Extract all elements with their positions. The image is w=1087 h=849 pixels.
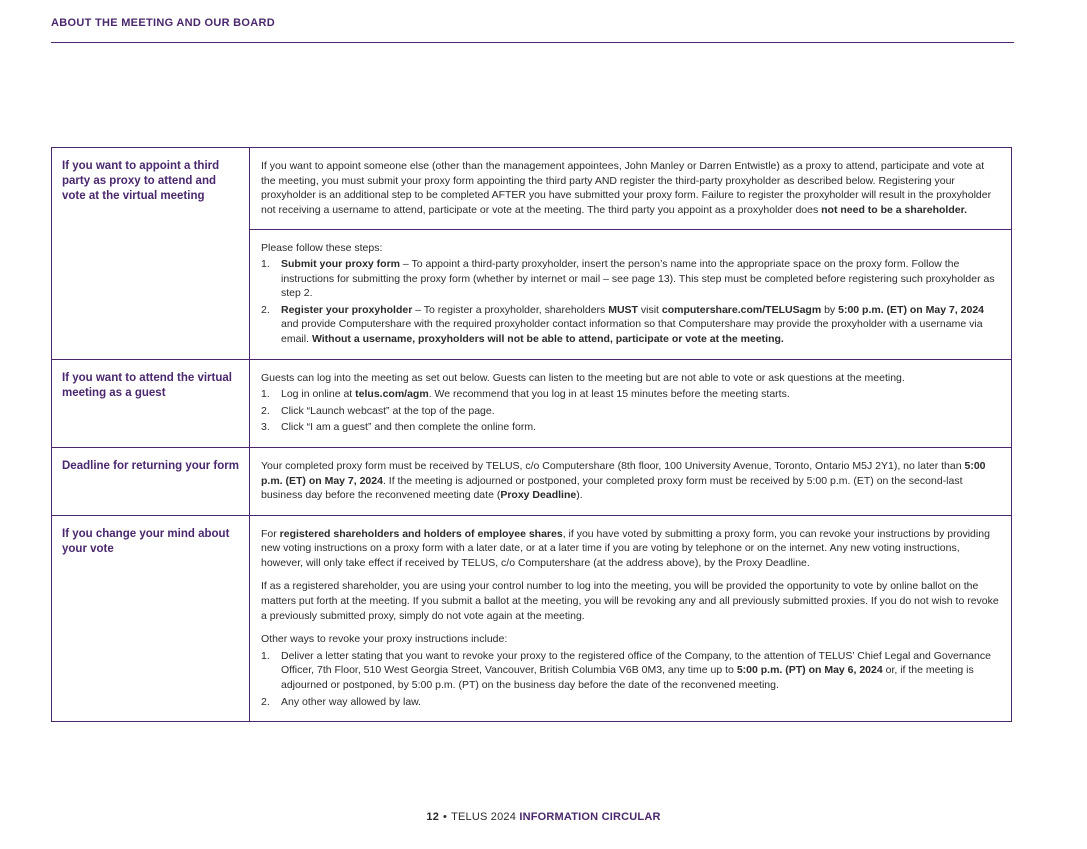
row-body-deadline: [250, 448, 1011, 515]
guest-step-1-a: Log in online at: [281, 388, 356, 401]
step-1-title: Submit your proxy form: [281, 257, 401, 270]
deadline-text-a: Your completed proxy form must be received by TELUS, c/o Computershare (8th floor, 100 University Avenue, Toronto, Ontario M5J 2Y1), no later than: [261, 459, 965, 472]
step-2-title: Register your proxyholder: [281, 303, 413, 316]
page-number: 12: [426, 811, 440, 823]
list-item: [261, 387, 999, 402]
revoke-steps-list: [261, 649, 999, 709]
table-row-deadline: [52, 448, 1011, 516]
step-2-text-c: by: [821, 303, 839, 316]
row-body-attend-as-guest: [250, 360, 1011, 447]
row-body-appoint-steps: [250, 229, 1011, 358]
footer-separator: •: [443, 811, 448, 823]
row-body-change-mind: [250, 516, 1011, 722]
page-footer: [0, 811, 1087, 823]
list-item: Any other way allowed by law.: [281, 695, 422, 708]
list-item: Click “I am a guest” and then complete the online form.: [281, 421, 537, 434]
footer-publication-prefix: TELUS 2024: [451, 811, 520, 823]
appoint-body-text: If you want to appoint someone else (other than the management appointees, John Manley or Darren Entwistle) as a proxy to attend, participate and vote at the meeting, you must submit your proxy form appointing the third party AND register the third-party proxyholder as described below. Registering your proxyholder is an additional step to be completed AFTER you have submitted your proxy form. Failure to register the proxyholder will result in the proxyholder not receiving a username to attend, participate or vote at the meeting. The third party you appoint as a proxyholder does: [261, 160, 992, 216]
computershare-link[interactable]: computershare.com/TELUSagm: [661, 303, 822, 316]
appoint-steps-list: [261, 257, 999, 347]
proxy-information-table: [51, 147, 1012, 722]
appoint-body-bold: not need to be a shareholder.: [821, 203, 968, 216]
guest-intro: Guests can log into the meeting as set out below. Guests can listen to the meeting but are not able to vote or ask questions at the meeting.: [261, 371, 905, 384]
deadline-bold-date: 5:00 p.m. (ET) on May 7, 2024: [261, 459, 986, 487]
row-label-attend-as-guest: If you want to attend the virtual meeting as a guest: [52, 360, 250, 447]
change-p2: If as a registered shareholder, you are using your control number to log into the meeting, you will be provided the opportunity to vote by online ballot on the matters put forth at the meeting. If you submit a ballot at the meeting, you will be revoking any and all previously submitted proxies. If you do not wish to revoke a previously submitted proxy, simply do not vote again at the meeting.: [261, 580, 999, 622]
change-p1-b: , if you have voted by submitting a proxy form, you can revoke your instructions by providing new voting instructions on a proxy form with a later date, or at a later time if you are voting by telephone or on the internet. Any new voting instructions, however, will only take effect if received by TELUS, c/o Computershare (at the address above), by the Proxy Deadline.: [261, 527, 990, 569]
footer-publication: INFORMATION CIRCULAR: [519, 811, 661, 823]
steps-intro: Please follow these steps:: [261, 242, 383, 255]
revoke-step-1-a: Deliver a letter stating that you want to revoke your proxy to the registered office of the Company, to the attention of TELUS’ Chief Legal and Governance Officer, 7th Floor, 510 West Georgia Street, Vancouver, British Columbia V6B 0M3, any time up to: [281, 649, 991, 677]
proxy-deadline-term: Proxy Deadline: [500, 489, 577, 502]
list-item: [261, 649, 999, 693]
step-1-text: – To appoint a third-party proxyholder, insert the person’s name into the appropriate space on the proxy form. Follow the instructions for submitting the proxy form (whether by internet or mail – see page 13). This step must be completed before registering such proxyholder as step 2.: [281, 257, 995, 300]
table-row-change-mind: [52, 516, 1011, 722]
change-p1-a: For: [261, 527, 280, 540]
table-row-attend-as-guest: [52, 359, 1011, 448]
guest-step-1-b: . We recommend that you log in at least 15 minutes before the meeting starts.: [428, 388, 790, 401]
step-2-text-d: and provide Computershare with the required proxyholder contact information so that Computershare may provide the proxyholder with a username via email.: [281, 318, 983, 345]
table-row: [52, 148, 1011, 359]
list-item: Click “Launch webcast” at the top of the page.: [281, 404, 495, 417]
revoke-step-1-b: or, if the meeting is adjourned or postponed, by 5:00 p.m. (PT) on the business day before the date of the reconvened meeting.: [281, 664, 974, 692]
row-label-appoint-third-party: If you want to appoint a third party as proxy to attend and vote at the virtual meeting: [52, 148, 250, 359]
guest-steps-list: [261, 387, 999, 435]
registered-shareholders-term: registered shareholders and holders of employee shares: [279, 527, 563, 540]
table-row-appoint-third-party: [52, 148, 1011, 359]
change-p3: Other ways to revoke your proxy instructions include:: [261, 633, 508, 646]
revoke-deadline: 5:00 p.m. (PT) on May 6, 2024: [736, 664, 883, 677]
row-label-change-mind: If you change your mind about your vote: [52, 516, 250, 722]
step-2-deadline: 5:00 p.m. (ET) on May 7, 2024: [838, 303, 984, 316]
row-label-deadline: Deadline for returning your form: [52, 448, 250, 515]
page-header: [51, 17, 1014, 43]
row-body-appoint-third-party: [250, 148, 1011, 229]
step-2-username-note: Without a username, proxyholders will not be able to attend, participate or vote at the meeting.: [311, 332, 784, 345]
step-2-text-b: visit: [637, 303, 662, 316]
step-2-text-a: – To register a proxyholder, shareholders: [412, 303, 609, 316]
telus-agm-link[interactable]: telus.com/agm: [355, 388, 429, 401]
header-title: ABOUT THE MEETING AND OUR BOARD: [51, 17, 275, 29]
list-item: [261, 257, 999, 301]
step-2-must: MUST: [608, 303, 638, 316]
deadline-text-c: ).: [576, 489, 583, 502]
deadline-text-b: . If the meeting is adjourned or postponed, your completed proxy form must be received by 5:00 p.m. (ET) on the second-last business day before the reconvened meeting date (: [261, 474, 963, 502]
header-rule: [51, 42, 1014, 43]
list-item: [261, 303, 999, 347]
